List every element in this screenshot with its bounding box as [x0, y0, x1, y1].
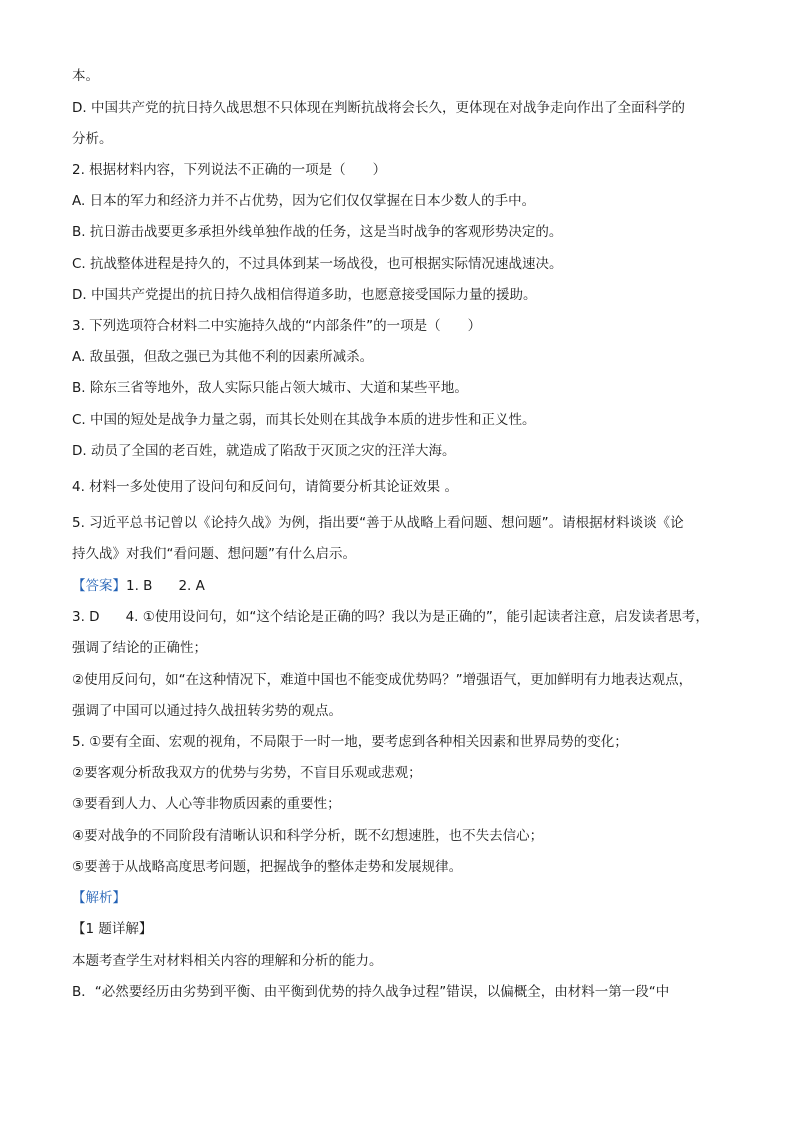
option-c: C. 抗战整体进程是持久的，不过具体到某一场战役，也可根据实际情况速战速决。: [72, 256, 563, 272]
question-5-cont: 持久战》对我们“看问题、想问题”有什么启示。: [72, 546, 356, 562]
answer-5-point-4: ④要对战争的不同阶段有清晰认识和科学分析，既不幻想速胜，也不失去信心；: [72, 828, 544, 844]
question-2: 2. 根据材料内容，下列说法不正确的一项是（ ）: [72, 162, 387, 178]
analysis-heading: [72, 888, 732, 908]
text-line: 本。: [72, 68, 99, 84]
answer-5-point-5: ⑤要善于从战略高度思考问题，把握战争的整体走势和发展规律。: [72, 859, 463, 875]
answer-5-point-2: ②要客观分析敌我双方的优势与劣势，不盲目乐观或悲观；: [72, 765, 422, 781]
answer-4: 4. ①使用设问句，如“这个结论是正确的吗？我以为是正确的”，能引起读者注意，启发读者思考，: [125, 609, 709, 625]
answer-1: 1. B: [126, 578, 153, 594]
option-d-line: D. 中国共产党的抗日持久战思想不只体现在判断抗战将会长久，更体现在对战争走向作出了全面科学的: [72, 100, 685, 116]
option-d: D. 中国共产党提出的抗日持久战相信得道多助，也愿意接受国际力量的援助。: [72, 287, 537, 303]
option-a: A. 日本的军力和经济力并不占优势，因为它们仅仅掌握在日本少数人的手中。: [72, 193, 536, 209]
question-4: 4. 材料一多处使用了设问句和反问句，请简要分析其论证效果 。: [72, 479, 458, 495]
answer-4-cont: 强调了结论的正确性；: [72, 640, 207, 656]
option-c: C. 中国的短处是战争力量之弱，而其长处则在其战争本质的进步性和正义性。: [72, 412, 536, 428]
answer-5-point-1: 5. ①要有全面、宏观的视角，不局限于一时一地，要考虑到各种相关因素和世界局势的变化；: [72, 734, 628, 750]
analysis-text: 本题考查学生对材料相关内容的理解和分析的能力。: [72, 953, 383, 969]
answer-row-1: [72, 576, 732, 596]
analysis-tag: 【解析】: [72, 890, 126, 906]
text-line: 分析。: [72, 131, 113, 147]
analysis-text: B．“必然要经历由劣势到平衡、由平衡到优势的持久战争过程”错误，以偏概全，由材料一第一段“中: [72, 984, 670, 1000]
answer-tag: 【答案】: [72, 578, 126, 594]
answer-2: 2. A: [178, 578, 205, 594]
answer-4-point-2: ②使用反问句，如“在这种情况下，难道中国也不能变成优势吗？”增强语气，更加鲜明有力地表达观点，: [72, 672, 693, 688]
option-a: A. 敌虽强，但敌之强已为其他不利的因素所减杀。: [72, 349, 374, 365]
option-b: B. 除东三省等地外，敌人实际只能占领大城市、大道和某些平地。: [72, 380, 468, 396]
question-5: 5. 习近平总书记曾以《论持久战》为例，指出要“善于从战略上看问题、想问题”。请根据材料谈谈《论: [72, 515, 684, 531]
option-b: B. 抗日游击战要更多承担外线单独作战的任务，这是当时战争的客观形势决定的。: [72, 224, 563, 240]
analysis-subheading: 【1 题详解】: [72, 921, 153, 937]
question-3: 3. 下列选项符合材料二中实施持久战的“内部条件”的一项是（ ）: [72, 318, 482, 334]
answer-5-point-3: ③要看到人力、人心等非物质因素的重要性；: [72, 796, 341, 812]
option-d: D. 动员了全国的老百姓，就造成了陷敌于灭顶之灾的汪洋大海。: [72, 443, 456, 459]
answer-row-2: [72, 607, 732, 627]
answer-3: 3. D: [72, 609, 100, 625]
answer-4-point-2-cont: 强调了中国可以通过持久战扭转劣势的观点。: [72, 703, 342, 719]
